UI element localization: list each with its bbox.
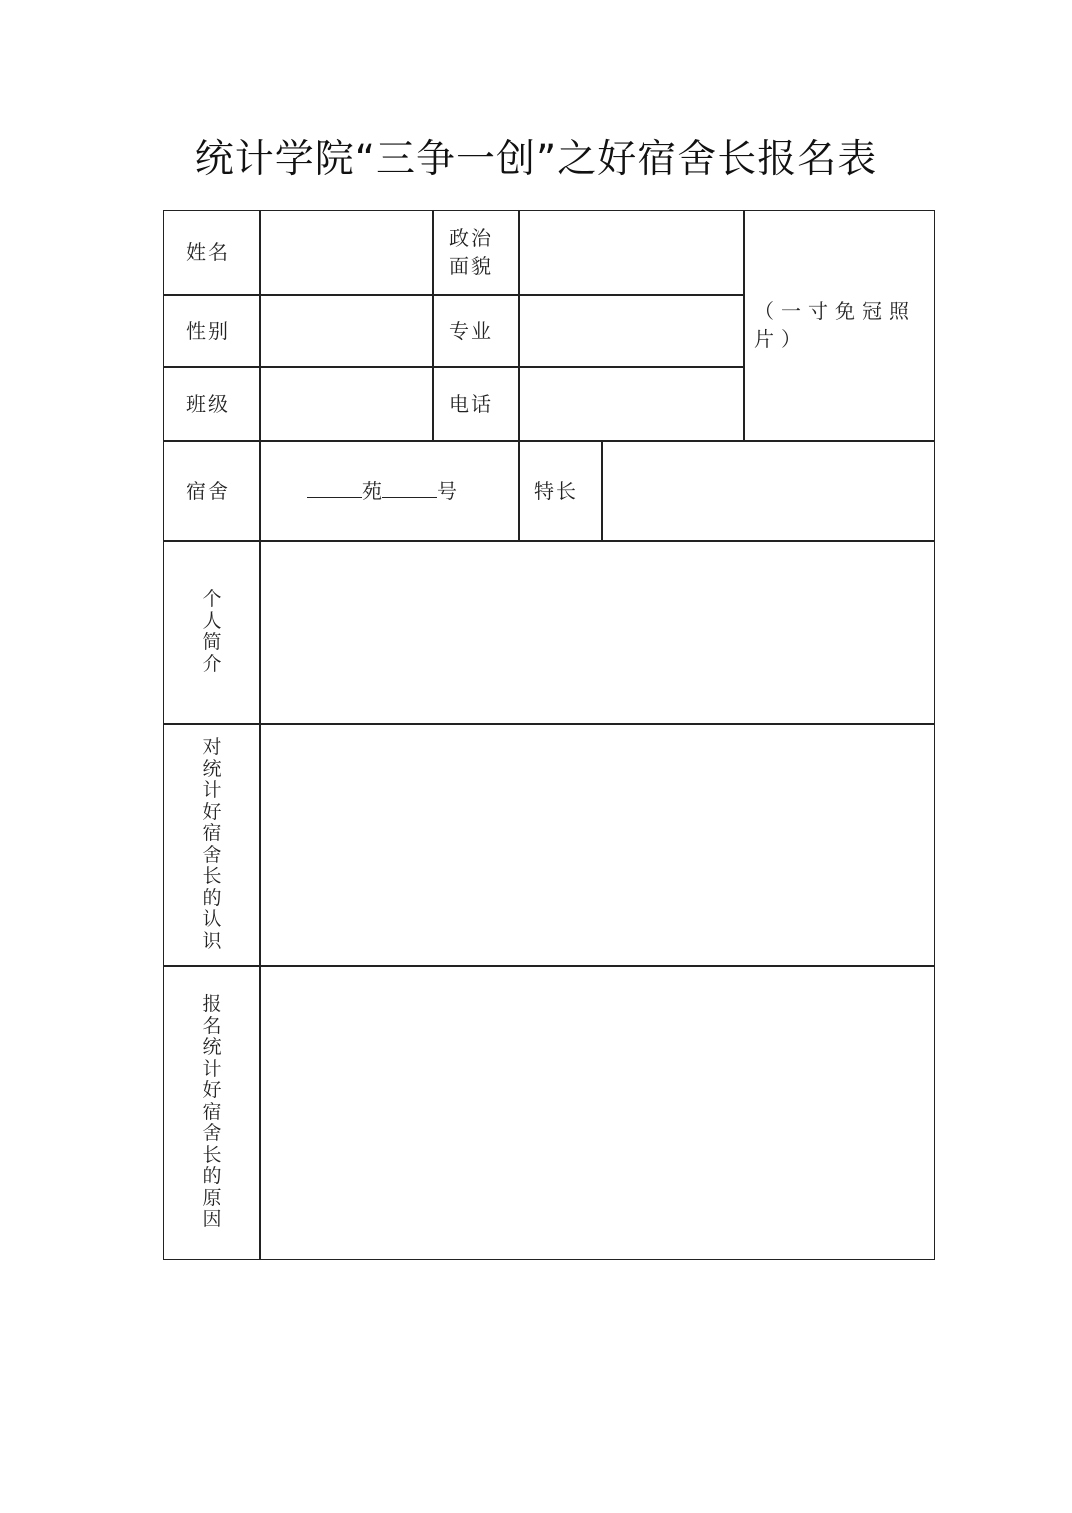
name-field[interactable] — [261, 213, 431, 293]
phone-field[interactable] — [520, 368, 742, 439]
major-field[interactable] — [520, 296, 742, 365]
political-status-field[interactable] — [520, 213, 742, 293]
photo-placeholder: （一寸免冠照片） — [754, 299, 916, 351]
political-status-label: 政治面貌 — [449, 226, 493, 278]
registration-form — [163, 210, 935, 1260]
dorm-field[interactable] — [307, 477, 457, 505]
intro-field[interactable] — [261, 542, 933, 722]
understanding-label: 对统计好宿舍长的认识 — [202, 736, 222, 952]
gender-field[interactable] — [261, 296, 431, 365]
specialty-label: 特长 — [534, 479, 578, 503]
col-divider — [432, 211, 434, 440]
dorm-label: 宿舍 — [186, 479, 230, 503]
major-label: 专业 — [449, 319, 493, 343]
dorm-yuan-text: 苑 — [362, 479, 382, 503]
reason-field[interactable] — [261, 967, 933, 1258]
dorm-building-blank[interactable] — [307, 477, 362, 498]
dorm-number-blank[interactable] — [382, 477, 437, 498]
phone-label: 电话 — [449, 392, 493, 416]
name-label: 姓名 — [186, 240, 230, 264]
specialty-field[interactable] — [603, 442, 933, 539]
gender-label: 性别 — [186, 319, 230, 343]
class-label: 班级 — [186, 392, 230, 416]
understanding-field[interactable] — [261, 725, 933, 964]
intro-label: 个人简介 — [202, 588, 222, 675]
reason-label: 报名统计好宿舍长的原因 — [202, 993, 222, 1230]
class-field[interactable] — [261, 368, 431, 439]
dorm-hao-text: 号 — [437, 479, 457, 503]
form-title: 统计学院“三争一创”之好宿舍长报名表 — [194, 137, 878, 182]
